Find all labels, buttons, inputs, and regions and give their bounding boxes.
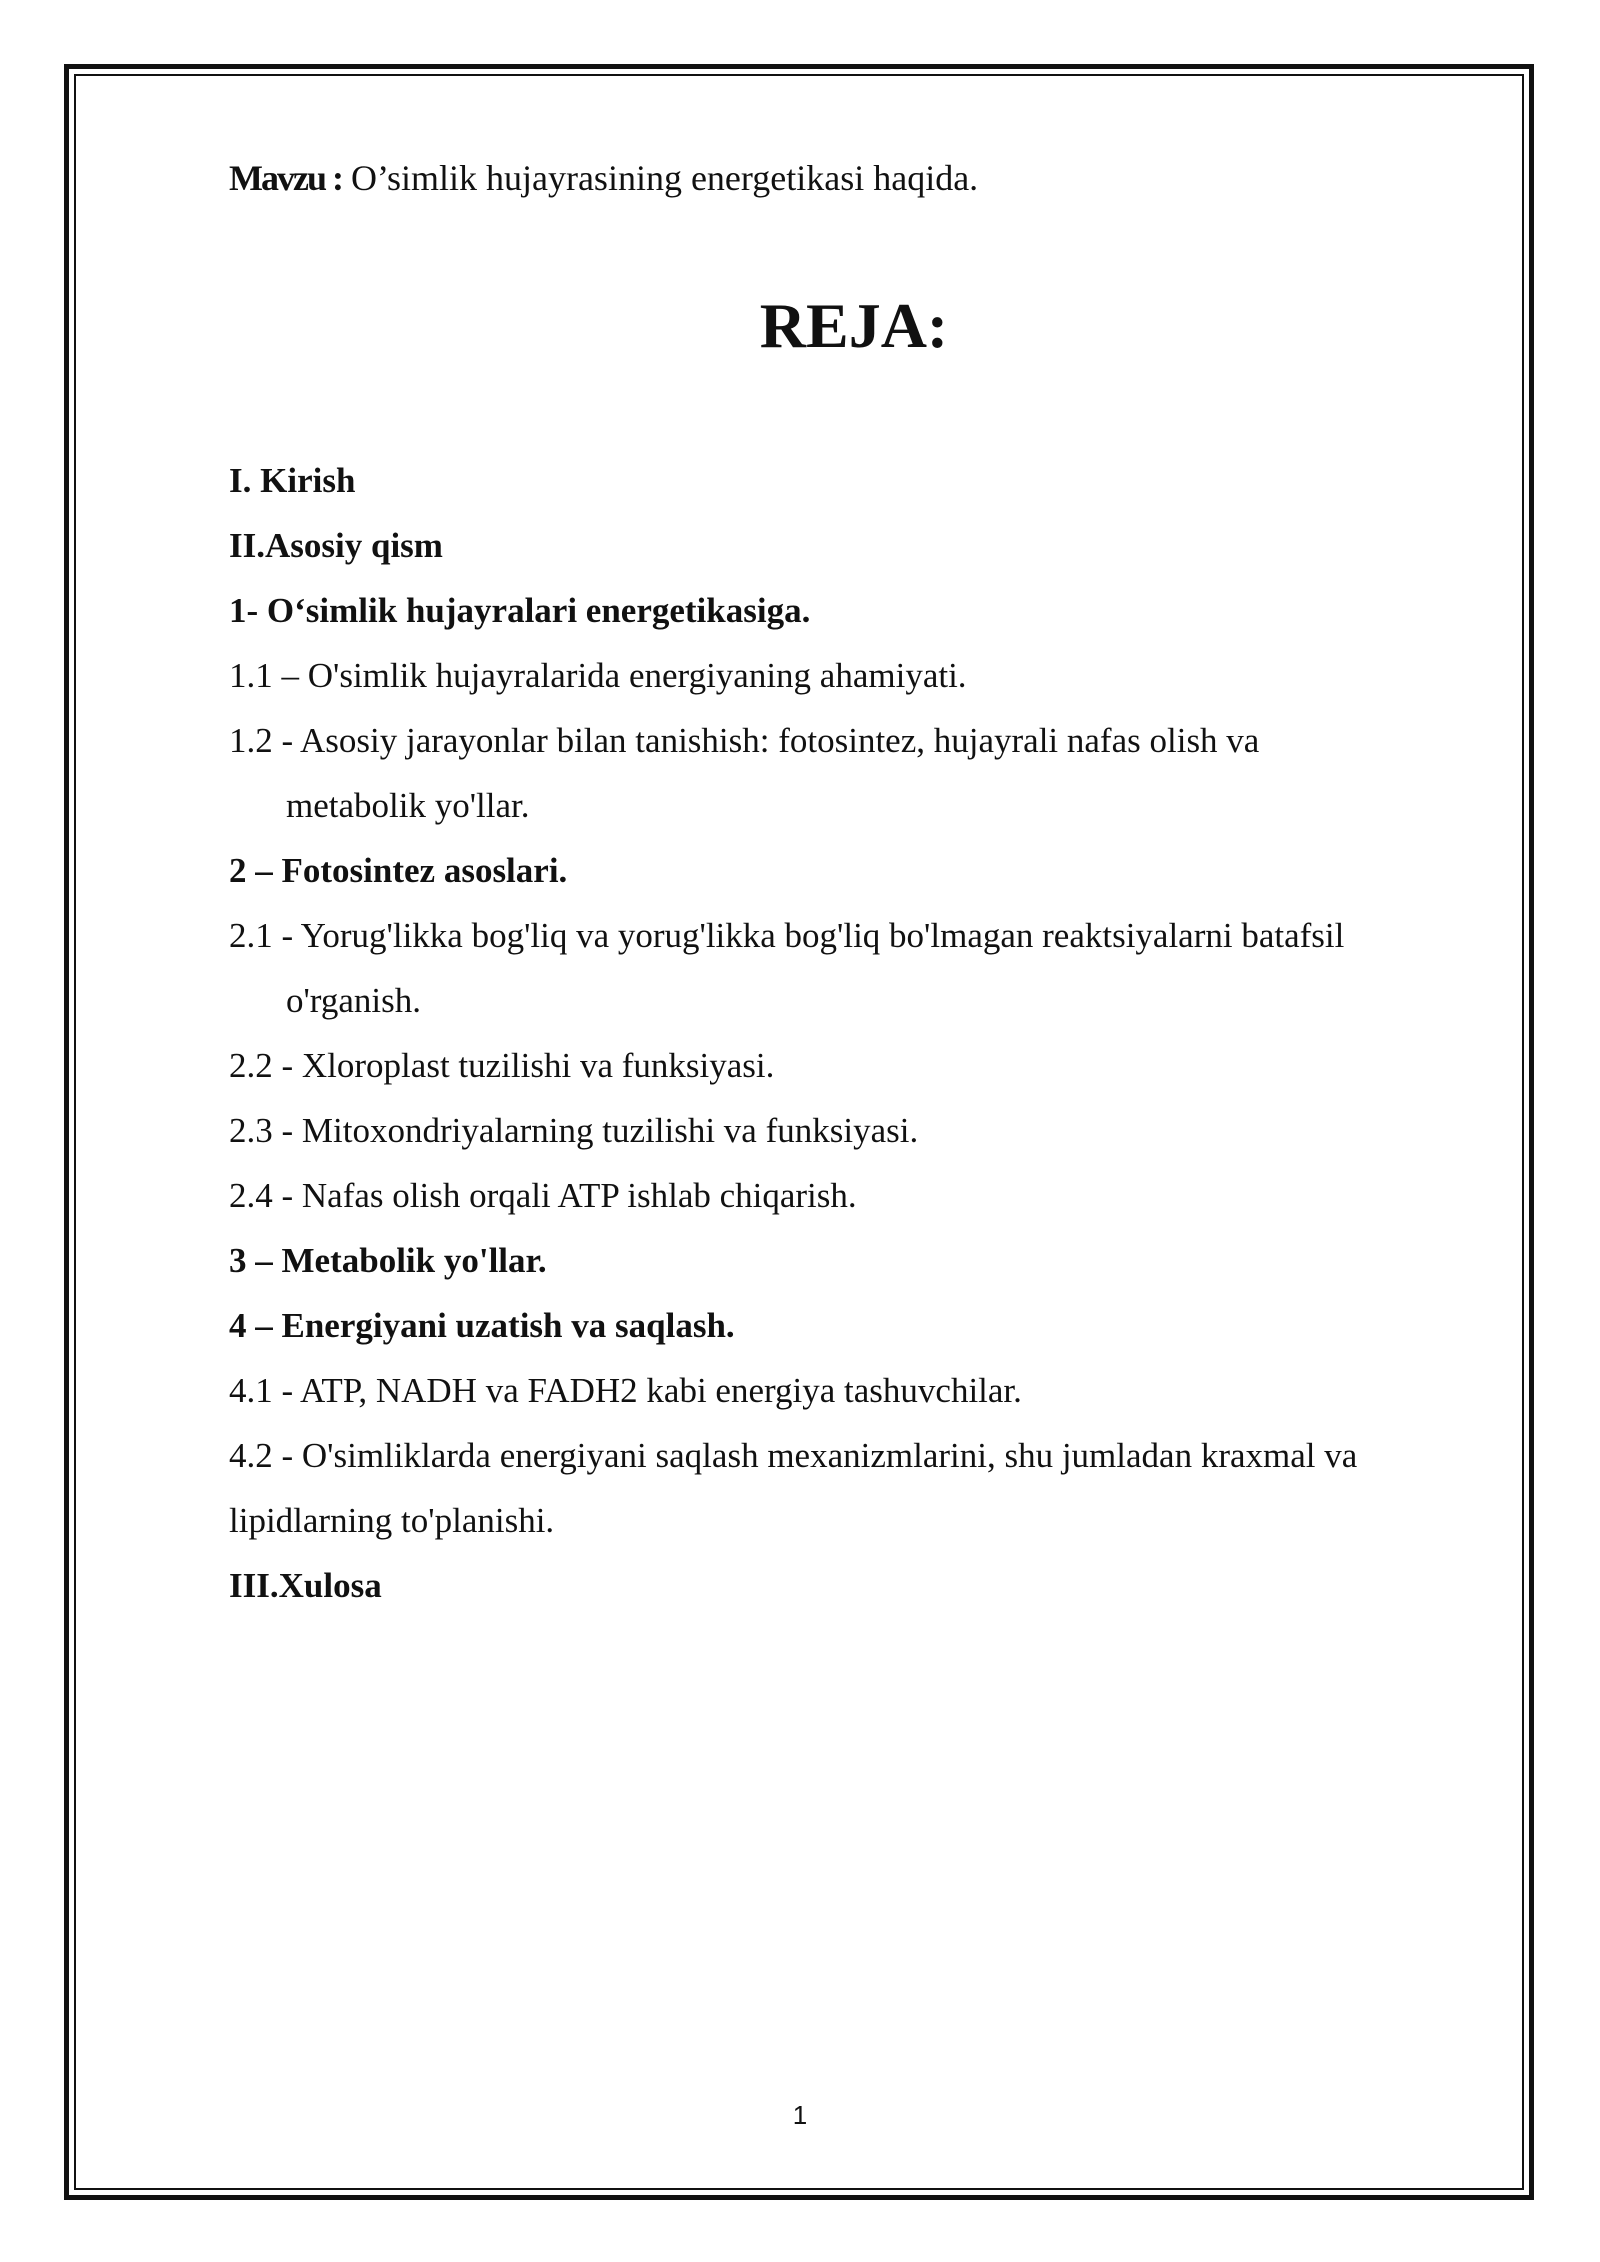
outline-item: 1.1 – O'simlik hujayralarida energiyaning ahamiyati. <box>229 656 967 695</box>
plan-title: REJA: <box>759 290 949 361</box>
outline-item: 4 – Energiyani uzatish va saqlash. <box>229 1306 735 1345</box>
plan-outline <box>229 448 1479 1618</box>
outline-item: 2.3 - Mitoxondriyalarning tuzilishi va funksiyasi. <box>229 1111 919 1150</box>
document-content <box>229 148 1479 1618</box>
outline-item: 2.2 - Xloroplast tuzilishi va funksiyasi. <box>229 1046 775 1085</box>
page-number: 1 <box>792 2100 808 2130</box>
topic-text: O’simlik hujayrasining energetikasi haqida. <box>341 158 979 198</box>
outline-item: 1- O‘simlik hujayralari energetikasiga. <box>229 591 811 630</box>
outline-item: 2 – Fotosintez asoslari. <box>229 851 568 890</box>
outline-item: I. Kirish <box>229 461 356 500</box>
topic-label: Mavzu : <box>229 158 342 198</box>
outline-item: 4.1 - ATP, NADH va FADH2 kabi energiya tashuvchilar. <box>229 1371 1022 1410</box>
outline-item: lipidlarning to'planishi. <box>229 1501 555 1540</box>
outline-item: o'rganish. <box>286 981 421 1020</box>
outline-item: metabolik yo'llar. <box>286 786 530 825</box>
topic-line <box>229 148 1479 208</box>
outline-item: 1.2 - Asosiy jarayonlar bilan tanishish: fotosintez, hujayrali nafas olish va <box>229 721 1260 760</box>
outline-item: 2.4 - Nafas olish orqali ATP ishlab chiqarish. <box>229 1176 857 1215</box>
outline-item: 2.1 - Yorug'likka bog'liq va yorug'likka bog'liq bo'lmagan reaktsiyalarni batafsil <box>229 916 1345 955</box>
outline-item: III.Xulosa <box>229 1566 382 1605</box>
outline-item: 4.2 - O'simliklarda energiyani saqlash mexanizmlarini, shu jumladan kraxmal va <box>229 1436 1358 1475</box>
outline-item: 3 – Metabolik yo'llar. <box>229 1241 547 1280</box>
outline-item: II.Asosiy qism <box>229 526 443 565</box>
